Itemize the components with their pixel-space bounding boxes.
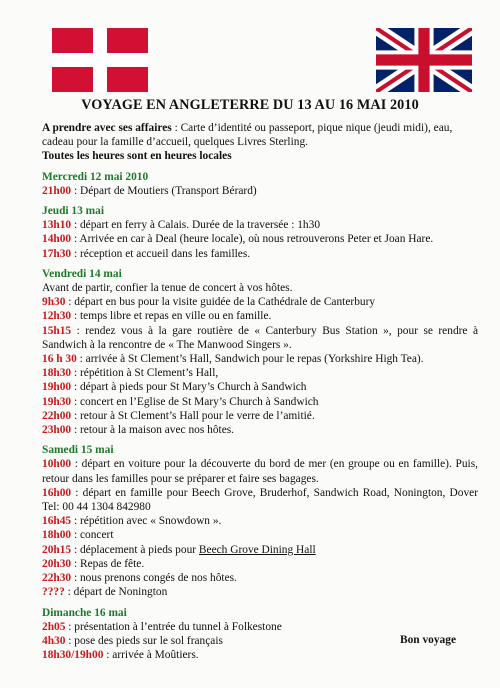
closing-text: Bon voyage [400, 634, 457, 646]
schedule-item [42, 585, 478, 599]
schedule-text: Avant de partir, confier la tenue de concert à vos hôtes. [42, 282, 293, 295]
schedule-item [42, 281, 478, 295]
itinerary-content [42, 121, 478, 662]
schedule-underlined-text: Beech Grove Dining Hall [198, 543, 316, 556]
schedule-text: : départ en voiture pour la découverte du bord de mer (en groupe ou en famille). Puis, retour dans les familles pour se préparer et faire ses bagages. [42, 458, 478, 485]
intro-lead: A prendre avec ses affaires [42, 122, 172, 134]
schedule-item [42, 295, 478, 309]
day-section [42, 443, 478, 599]
schedule-item [42, 380, 478, 394]
schedule-text: : arrivée à St Clement’s Hall, Sandwich pour le repas (Yorkshire High Tea). [76, 353, 424, 366]
schedule-time: 19h30 [42, 395, 72, 408]
schedule-time: 17h30 [42, 247, 72, 260]
intro-note: Toutes les heures sont en heures locales [42, 150, 232, 163]
day-sections [42, 170, 478, 663]
schedule-item [42, 409, 478, 423]
schedule-text: : répétition à St Clement’s Hall, [71, 367, 219, 380]
day-heading: Jeudi 13 mai [42, 205, 105, 218]
schedule-time: 10h00 [42, 458, 72, 471]
schedule-time: 2h05 [42, 620, 66, 633]
schedule-item [42, 571, 478, 585]
schedule-time: 19h00 [42, 381, 72, 394]
schedule-time: 18h00 [42, 529, 72, 542]
day-section [42, 267, 478, 437]
schedule-item [42, 232, 478, 246]
schedule-time: 15h15 [42, 324, 72, 337]
schedule-time: 18h30 [42, 367, 72, 380]
schedule-item [42, 423, 478, 437]
schedule-time: 16h00 [42, 486, 72, 499]
schedule-text: : Départ de Moutiers (Transport Bérard) [71, 184, 257, 197]
schedule-time: 23h00 [42, 424, 72, 437]
schedule-item [42, 648, 478, 662]
schedule-time: 12h30 [42, 310, 72, 323]
schedule-text: : Arrivée en car à Deal (heure locale), où nous retrouverons Peter et Joan Hare. [71, 233, 434, 246]
schedule-item [42, 528, 478, 542]
schedule-text: : présentation à l’entrée du tunnel à Folkestone [65, 620, 282, 633]
schedule-text: : départ de Nonington [64, 586, 168, 599]
day-heading: Vendredi 14 mai [42, 267, 122, 280]
schedule-time: 20h30 [42, 557, 72, 570]
schedule-time: 9h30 [42, 296, 66, 309]
day-section [42, 170, 478, 198]
schedule-item [42, 620, 478, 634]
schedule-item [42, 486, 478, 514]
union-jack-flag-icon [376, 28, 472, 92]
schedule-time: 16h45 [42, 515, 72, 528]
schedule-text: : rendez vous à la gare routière de « Canterbury Bus Station », pour se rendre à Sandwich à la rencontre de « The Manwood Singers ». [42, 324, 478, 351]
schedule-time: ???? [42, 586, 65, 599]
schedule-text: : répétition avec « Snowdown ». [71, 515, 222, 528]
schedule-text: : réception et accueil dans les familles. [71, 247, 251, 260]
schedule-time: 21h00 [42, 184, 72, 197]
day-heading: Dimanche 16 mai [42, 606, 127, 619]
schedule-item [42, 309, 478, 323]
schedule-text: : départ à pieds pour St Mary’s Church à Sandwich [71, 381, 307, 394]
schedule-text: : départ en ferry à Calais. Durée de la traversée : 1h30 [71, 219, 321, 232]
schedule-time: 22h00 [42, 409, 72, 422]
savoie-flag-icon [52, 28, 148, 92]
schedule-text: : arrivée à Moûtiers. [103, 649, 199, 662]
schedule-text: : concert [71, 529, 114, 542]
schedule-text: : Repas de fête. [71, 557, 145, 570]
day-heading: Mercredi 12 mai 2010 [42, 170, 149, 183]
day-section [42, 204, 478, 261]
schedule-time: 4h30 [42, 634, 66, 647]
schedule-item [42, 557, 478, 571]
schedule-item [42, 514, 478, 528]
flag-cross-horizontal [52, 53, 148, 67]
schedule-time: 18h30/19h00 [42, 649, 104, 662]
schedule-text: : déplacement à pieds pour [71, 543, 199, 556]
schedule-time: 13h10 [42, 219, 72, 232]
schedule-item [42, 543, 478, 557]
schedule-text: : temps libre et repas en ville ou en famille. [71, 310, 272, 323]
schedule-time: 16 h 30 [42, 353, 77, 366]
schedule-item [42, 247, 478, 261]
intro-paragraph [42, 121, 478, 164]
schedule-text: : concert en l’Eglise de St Mary’s Church à Sandwich [71, 395, 319, 408]
schedule-text: : départ en famille pour Beech Grove, Bruderhof, Sandwich Road, Nonington, Dover Tel: 00 44 1304 842980 [42, 486, 478, 514]
schedule-item [42, 395, 478, 409]
schedule-text: : nous prenons congés de nos hôtes. [71, 572, 237, 585]
day-heading: Samedi 15 mai [42, 444, 114, 457]
schedule-item [42, 352, 478, 366]
schedule-text: : retour à St Clement’s Hall pour le verre de l’amitié. [71, 409, 315, 422]
schedule-time: 20h15 [42, 543, 72, 556]
schedule-time: 14h00 [42, 233, 72, 246]
page-title: VOYAGE EN ANGLETERRE DU 13 AU 16 MAI 2010 [81, 97, 419, 113]
schedule-item [42, 184, 478, 198]
schedule-item [42, 366, 478, 380]
schedule-item [42, 324, 478, 352]
schedule-text: : pose des pieds sur le sol français [65, 634, 223, 647]
schedule-item [42, 218, 478, 232]
schedule-text: : départ en bus pour la visite guidée de la Cathédrale de Canterbury [65, 296, 376, 309]
intro-text: : Carte d’identité ou passeport, pique nique (jeudi midi), eau, cadeau pour la famille d’accueil, quelques Livres Sterling. [42, 122, 453, 149]
schedule-text: : retour à la maison avec nos hôtes. [71, 424, 235, 437]
schedule-time: 22h30 [42, 572, 72, 585]
schedule-item [42, 457, 478, 485]
